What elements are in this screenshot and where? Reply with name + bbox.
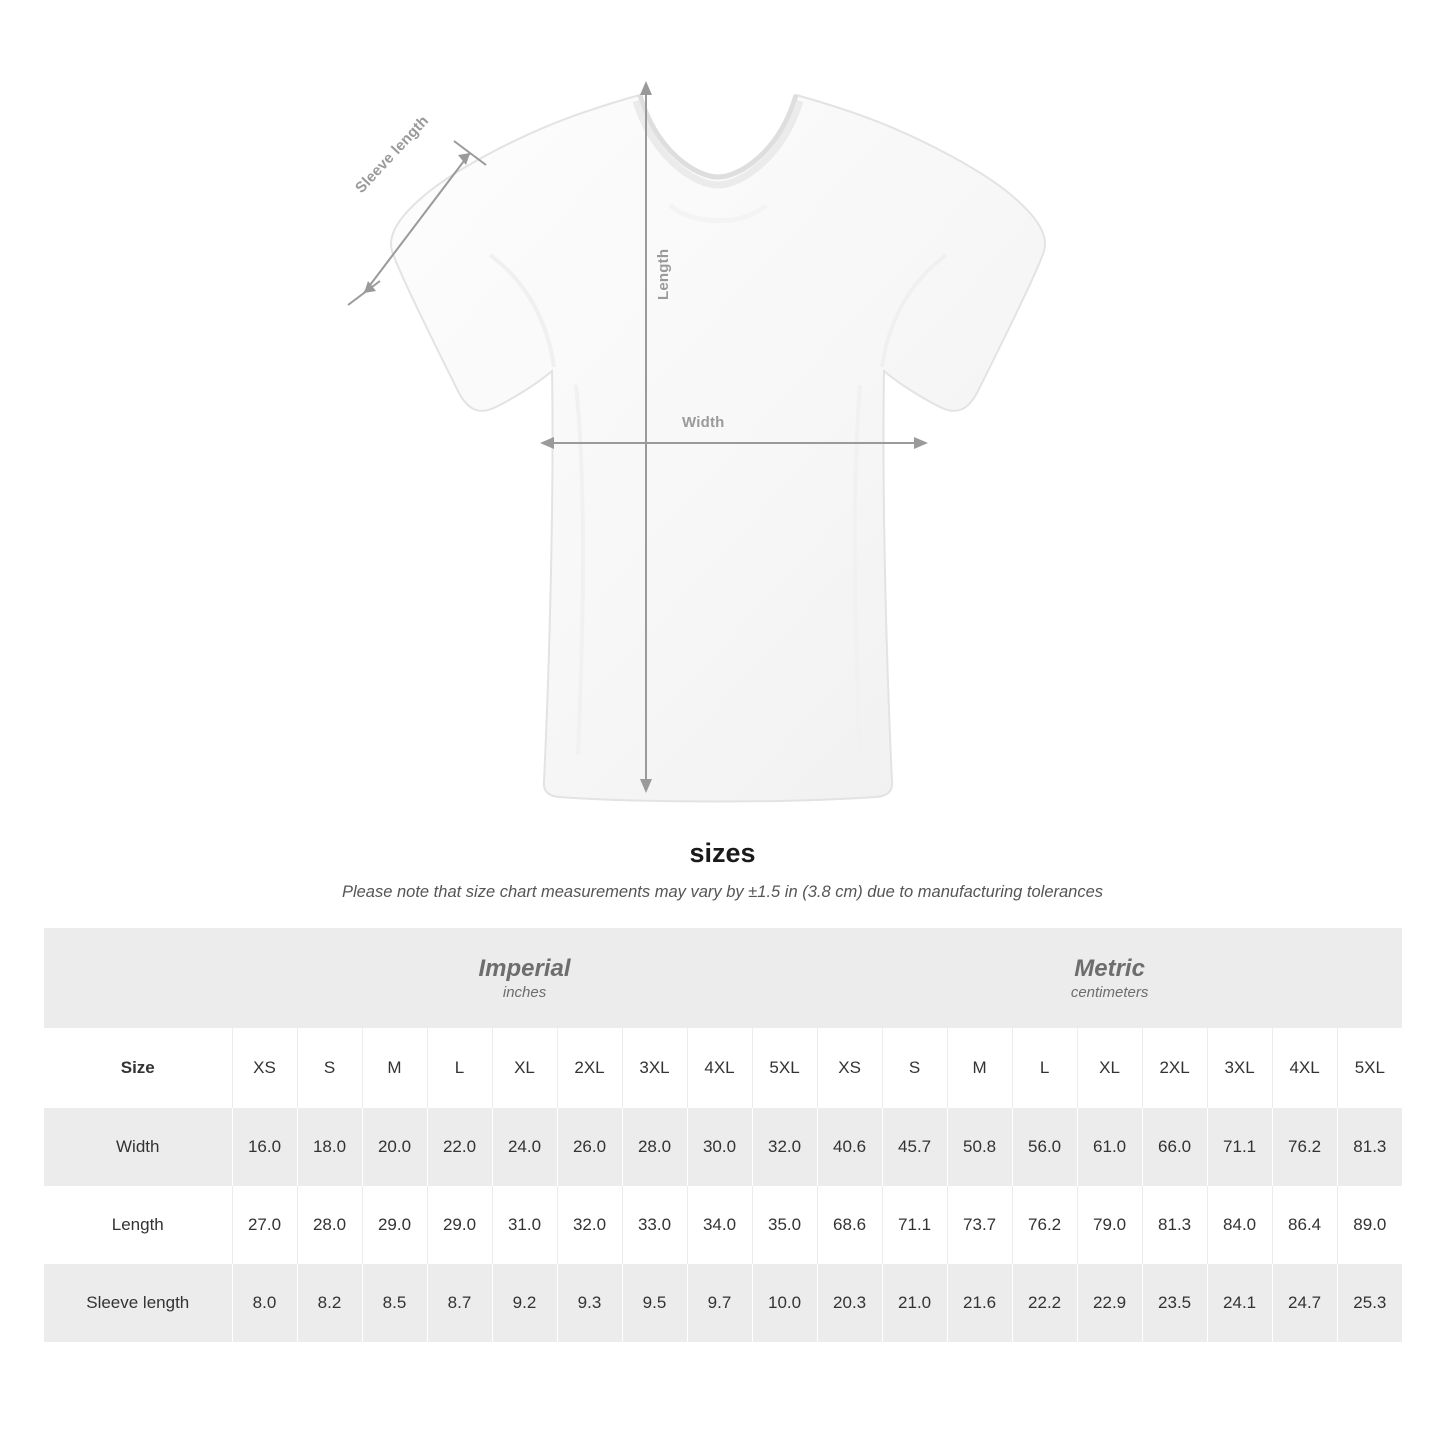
width-metric-s: 45.7 <box>882 1108 947 1186</box>
size-header-metric-s: S <box>882 1028 947 1108</box>
unit-group-metric <box>817 928 1402 1028</box>
length-imperial-4xl: 34.0 <box>687 1186 752 1264</box>
metric-system-label: Metric <box>1074 954 1145 982</box>
size-header-metric-3xl: 3XL <box>1207 1028 1272 1108</box>
row-label-length: Length <box>44 1186 232 1264</box>
length-metric-3xl: 84.0 <box>1207 1186 1272 1264</box>
width-imperial-xl: 24.0 <box>492 1108 557 1186</box>
sizes-heading-block <box>0 838 1445 902</box>
sleeve-imperial-3xl: 9.5 <box>622 1264 687 1342</box>
sleeve-metric-xs: 20.3 <box>817 1264 882 1342</box>
page-title: sizes <box>689 838 756 868</box>
length-metric-xs: 68.6 <box>817 1186 882 1264</box>
size-table-wrap <box>44 928 1401 1342</box>
width-metric-2xl: 66.0 <box>1142 1108 1207 1186</box>
length-label: Length <box>655 248 672 300</box>
sleeve-imperial-2xl: 9.3 <box>557 1264 622 1342</box>
unit-spacer <box>44 928 232 1028</box>
imperial-system-label: Imperial <box>478 954 571 982</box>
length-imperial-xl: 31.0 <box>492 1186 557 1264</box>
sleeve-metric-m: 21.6 <box>947 1264 1012 1342</box>
sleeve-metric-l: 22.2 <box>1012 1264 1077 1342</box>
width-imperial-2xl: 26.0 <box>557 1108 622 1186</box>
sleeve-imperial-s: 8.2 <box>297 1264 362 1342</box>
size-header-imperial-5xl: 5XL <box>752 1028 817 1108</box>
length-imperial-3xl: 33.0 <box>622 1186 687 1264</box>
size-header-metric-5xl: 5XL <box>1337 1028 1402 1108</box>
width-metric-5xl: 81.3 <box>1337 1108 1402 1186</box>
width-metric-xl: 61.0 <box>1077 1108 1142 1186</box>
size-header-metric-2xl: 2XL <box>1142 1028 1207 1108</box>
sleeve-imperial-xs: 8.0 <box>232 1264 297 1342</box>
sleeve-imperial-5xl: 10.0 <box>752 1264 817 1342</box>
sleeve-metric-4xl: 24.7 <box>1272 1264 1337 1342</box>
width-metric-4xl: 76.2 <box>1272 1108 1337 1186</box>
size-header-imperial-xl: XL <box>492 1028 557 1108</box>
size-row-label: Size <box>44 1028 232 1108</box>
length-imperial-l: 29.0 <box>427 1186 492 1264</box>
row-label-width: Width <box>44 1108 232 1186</box>
width-imperial-4xl: 30.0 <box>687 1108 752 1186</box>
sleeve-metric-s: 21.0 <box>882 1264 947 1342</box>
table-row <box>44 1108 1402 1186</box>
length-metric-l: 76.2 <box>1012 1186 1077 1264</box>
length-metric-m: 73.7 <box>947 1186 1012 1264</box>
length-metric-s: 71.1 <box>882 1186 947 1264</box>
width-imperial-xs: 16.0 <box>232 1108 297 1186</box>
size-header-metric-4xl: 4XL <box>1272 1028 1337 1108</box>
length-metric-5xl: 89.0 <box>1337 1186 1402 1264</box>
size-header-row <box>44 1028 1402 1108</box>
sleeve-metric-xl: 22.9 <box>1077 1264 1142 1342</box>
size-header-imperial-4xl: 4XL <box>687 1028 752 1108</box>
width-metric-3xl: 71.1 <box>1207 1108 1272 1186</box>
unit-group-imperial <box>232 928 817 1028</box>
width-imperial-s: 18.0 <box>297 1108 362 1186</box>
metric-unit-label: centimeters <box>1070 984 1149 1002</box>
size-header-imperial-2xl: 2XL <box>557 1028 622 1108</box>
width-imperial-l: 22.0 <box>427 1108 492 1186</box>
width-metric-m: 50.8 <box>947 1108 1012 1186</box>
length-imperial-m: 29.0 <box>362 1186 427 1264</box>
length-imperial-2xl: 32.0 <box>557 1186 622 1264</box>
size-header-imperial-3xl: 3XL <box>622 1028 687 1108</box>
size-header-metric-l: L <box>1012 1028 1077 1108</box>
sleeve-imperial-m: 8.5 <box>362 1264 427 1342</box>
width-metric-xs: 40.6 <box>817 1108 882 1186</box>
row-label-sleeve-length: Sleeve length <box>44 1264 232 1342</box>
size-header-imperial-xs: XS <box>232 1028 297 1108</box>
sleeve-imperial-xl: 9.2 <box>492 1264 557 1342</box>
size-header-metric-xl: XL <box>1077 1028 1142 1108</box>
width-metric-l: 56.0 <box>1012 1108 1077 1186</box>
size-header-imperial-l: L <box>427 1028 492 1108</box>
length-metric-4xl: 86.4 <box>1272 1186 1337 1264</box>
length-imperial-5xl: 35.0 <box>752 1186 817 1264</box>
width-imperial-3xl: 28.0 <box>622 1108 687 1186</box>
sleeve-metric-3xl: 24.1 <box>1207 1264 1272 1342</box>
size-table <box>44 928 1402 1342</box>
length-metric-xl: 79.0 <box>1077 1186 1142 1264</box>
sleeve-length-label: Sleeve length <box>352 112 433 197</box>
tolerance-note: Please note that size chart measurements may vary by ±1.5 in (3.8 cm) due to manufacturing tolerances <box>341 883 1104 901</box>
sleeve-imperial-4xl: 9.7 <box>687 1264 752 1342</box>
size-header-imperial-s: S <box>297 1028 362 1108</box>
sleeve-metric-5xl: 25.3 <box>1337 1264 1402 1342</box>
width-imperial-m: 20.0 <box>362 1108 427 1186</box>
length-imperial-s: 28.0 <box>297 1186 362 1264</box>
tshirt-icon <box>340 55 1100 815</box>
width-label: Width <box>682 414 725 431</box>
imperial-unit-label: inches <box>502 984 547 1002</box>
table-row <box>44 1264 1402 1342</box>
width-imperial-5xl: 32.0 <box>752 1108 817 1186</box>
size-header-imperial-m: M <box>362 1028 427 1108</box>
size-header-metric-m: M <box>947 1028 1012 1108</box>
sleeve-imperial-l: 8.7 <box>427 1264 492 1342</box>
unit-system-row <box>44 928 1402 1028</box>
table-row <box>44 1186 1402 1264</box>
length-imperial-xs: 27.0 <box>232 1186 297 1264</box>
sleeve-metric-2xl: 23.5 <box>1142 1264 1207 1342</box>
length-metric-2xl: 81.3 <box>1142 1186 1207 1264</box>
size-header-metric-xs: XS <box>817 1028 882 1108</box>
